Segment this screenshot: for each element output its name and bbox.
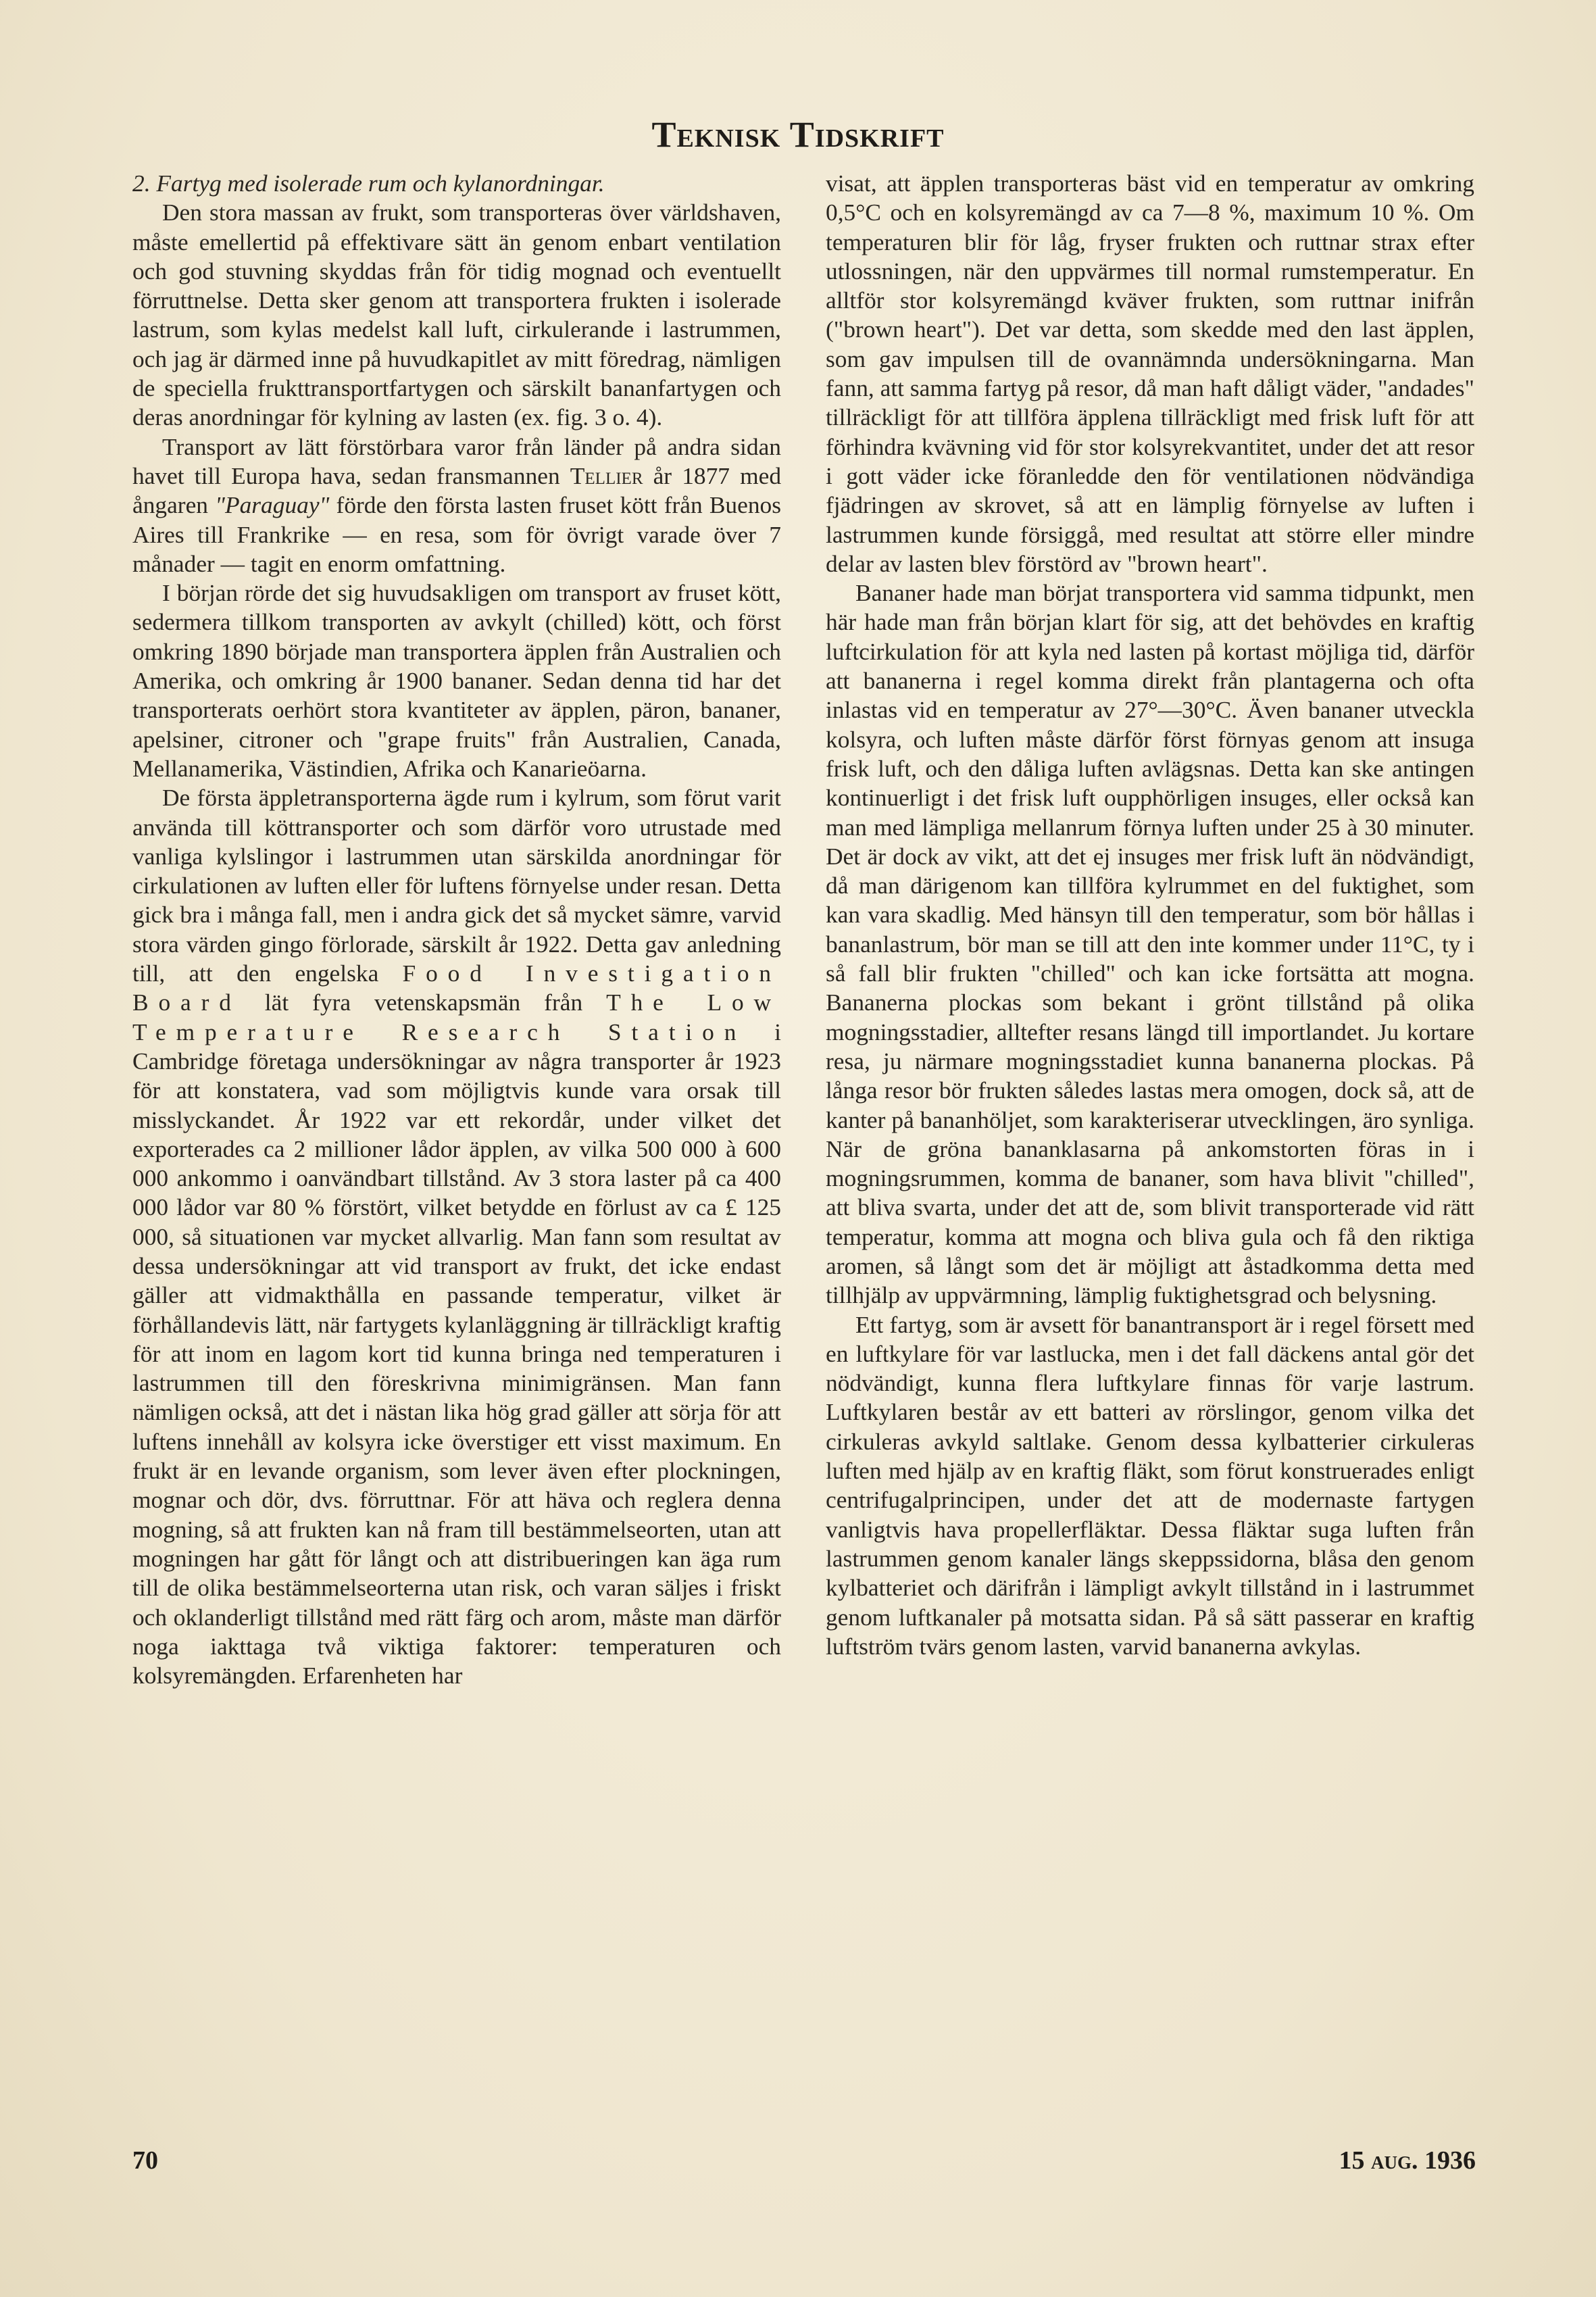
paragraph: visat, att äpplen transporteras bäst vid en temperatur av omkring 0,5°C och en kolsyremängd av ca 7—8 %, maximum 10 %. Om temperaturen blir för låg, fryser frukten och ruttnar strax efter utlossningen, när den uppvärmes till normal rumstemperatur. En alltför stor kolsyremängd kväver frukten, som ruttnar inifrån ("brown heart"). Det var detta, som skedde med den last äpplen, som gav impulsen till de ovannämnda undersökningarna. Man fann, att samma fartyg på resor, då man haft dåligt väder, "andades" tillräckligt för att tillföra äpplena tillräckligt med frisk luft för att förhindra kvävning vid för stor kolsyrekvantitet, under det att resor i gott väder icke föranledde den för ventilationen nödvändiga fjädringen av skrovet, så att en lämplig förnyelse av luften i lastrummen kunde försiggå, med resultat att större eller mindre delar av lasten blev förstörd av "brown heart". <box>826 170 1474 577</box>
paragraph: Ett fartyg, som är avsett för banantransport är i regel försett med en luftkylare för var lastlucka, men i det fall däckens antal gör det nödvändigt, kunna flera luftkylare finnas för varje lastrum. Luftkylaren består av ett batteri av rörslingor, genom vilka det cirkuleras avkyld saltlake. Genom dessa kylbatterier cirkuleras luften med hjälp av en kraftig fläkt, som förut konstruerades enligt centrifugalprincipen, under det att de modernaste fartygen vanligtvis hava propellerfläktar. Dessa fläktar suga luften från lastrummen genom kanaler längs skeppssidorna, blåsa den genom kylbatteriet och därifrån i lämpligt avkylt tillstånd in i lastrummet genom luftkanaler på motsatta sidan. På så sätt passerar en kraftig luftström tvärs genom lasten, varvid bananerna avkylas. <box>826 1310 1474 1660</box>
right-column <box>826 169 1474 1661</box>
paragraph <box>132 433 781 578</box>
organization-name: Food Investigation Board <box>132 960 781 1016</box>
ship-name: "Paraguay" <box>215 491 330 519</box>
text-span: i Cambridge företaga undersökningar av några transporter år 1923 för att konstatera, vad som möjligtvis kunde vara orsak till misslyckandet. År 1922 var ett rekordår, under vilket det exporterades ca 2 millioner lådor äpplen, av vilka 500 000 à 600 000 ankommo i oanvändbart tillstånd. Av 3 stora laster på ca 400 000 lådor var 80 % förstört, vilket betydde en förlust av ca £ 125 000, så situationen var mycket allvarlig. Man fann som resultat av dessa undersökningar att vid transport av frukt, det icke endast gäller att vidmakthålla en passande temperatur, vilket är förhållandevis lätt, när fartygets kylanläggning är tillräckligt kraftig för att inom en lagom kort tid kunna bringa ned temperaturen i lastrummen till den föreskrivna minimigränsen. Man fann nämligen också, att det i nästan lika hög grad gäller att sörja för att luftens innehåll av kolsyra icke överstiger ett visst maximum. En frukt är en levande organism, som lever även efter plockningen, mognar och dör, dvs. förruttnar. För att häva och reglera denna mogning, så att frukten kan nå fram till bestämmelseorten, utan att mogningen har gått för långt och att distribueringen kan äga rum till de olika bestämmelseorterna utan risk, och varan säljes i friskt och oklanderligt tillstånd med rätt färg och arom, måste man därför noga iakttaga två viktiga faktorer: temperaturen och kolsyremängden. Erfarenheten har <box>132 1018 781 1689</box>
organization-name: The Low Temperature Research Station <box>132 989 781 1045</box>
text-span: år 1877 med ångaren <box>132 462 782 519</box>
page-number: 70 <box>132 2146 158 2175</box>
paragraph: Den stora massan av frukt, som transporteras över världshaven, måste emellertid på effektivare sätt än genom enbart ventilation och god stuvning skyddas från för tidig mognad och eventuellt förruttnelse. Detta sker genom att transportera frukten i isolerade lastrum, som kylas medelst kall luft, cirkulerande i lastrummen, och jag är därmed inne på huvudkapitlet av mitt föredrag, nämligen de speciella frukttransportfartygen och särskilt bananfartygen och deras anordningar för kylning av lasten (ex. fig. 3 o. 4). <box>132 199 781 431</box>
issue-date: 15 aug. 1936 <box>1339 2146 1476 2175</box>
text-span: De första äppletransporterna ägde rum i kylrum, som förut varit använda till köttransporter och som därför voro utrustade med vanliga kylslingor i lastrummen utan särskilda anordningar för cirkulationen av luften eller för luftens förnyelse under resan. Detta gick bra i många fall, men i andra gick det så mycket sämre, varvid stora värden gingo förlorade, särskilt år 1922. Detta gav anledning till, att den engelska <box>132 784 781 987</box>
person-name: Tellier <box>570 462 643 489</box>
journal-masthead: Teknisk Tidskrift <box>651 114 945 155</box>
text-span: Transport av lätt förstörbara varor från länder på andra sidan havet till Europa hava, sedan fransmannen <box>132 433 781 489</box>
paragraph: Bananer hade man börjat transportera vid samma tidpunkt, men här hade man från början klart för sig, att det behövdes en kraftig luftcirkulation för att kyla ned lasten på kortast möjliga tid, därför att bananerna i regel komma direkt från plantagerna och ofta inlastas vid en temperatur av 27°—30°C. Även bananer utveckla kolsyra, och luften måste därför först förnyas genom att insuga frisk luft, och den dåliga luften avlägsnas. Detta kan ske antingen kontinuerligt i det frisk luft oupphörligen insuges, eller också kan man med lämpliga mellanrum förnya luften under 25 à 30 minuter. Det är dock av vikt, att det ej insuges mer frisk luft än nödvändigt, då man därigenom kan tillföra kylrummet en del fuktighet, som kan vara skadlig. Med hänsyn till den temperatur, som bör hållas i bananlastrum, bör man se till att den inte kommer under 11°C, ty i så fall blir frukten "chilled" och kan icke fortsätta att mogna. Bananerna plockas som bekant i grönt tillstånd på olika mogningsstadier, alltefter resans längd till importlandet. Ju kortare resa, ju närmare mogningsstadiet kunna bananerna plockas. På långa resor bör frukten således lastas mera omogen, dock så, att de kanter på bananhöljet, som karakteriserar utvecklingen, äro synliga. När de gröna bananklasarna på ankomstorten föras in i mogningsrummen, komma de bananer, som hava blivit "chilled", att bliva svarta, under det att de, som blivit transporterade vid rätt temperatur, komma att mogna och bliva gula och få den riktiga aromen, så långt som det är möjligt att åstadkomma detta med tillhjälp av uppvärmning, lämplig fuktighetsgrad och belysning. <box>826 579 1474 1309</box>
text-span: lät fyra vetenskapsmän från <box>241 989 607 1016</box>
section-heading: 2. Fartyg med isolerade rum och kylanordningar. <box>132 170 605 197</box>
left-column <box>132 169 781 1690</box>
paragraph: I början rörde det sig huvudsakligen om transport av fruset kött, sedermera tillkom transporten av avkylt (chilled) kött, och först omkring 1890 började man transportera äpplen från Australien och Amerika, och omkring år 1900 bananer. Sedan denna tid har det transporterats oerhört stora kvantiteter av äpplen, päron, bananer, apelsiner, citroner och "grape fruits" från Australien, Canada, Mellanamerika, Västindien, Afrika och Kanarieöarna. <box>132 579 781 782</box>
text-span: förde den första lasten fruset kött från Buenos Aires till Frankrike — en resa, som för övrigt varade över 7 månader — tagit en enorm omfattning. <box>132 491 781 577</box>
paragraph <box>132 783 781 1690</box>
